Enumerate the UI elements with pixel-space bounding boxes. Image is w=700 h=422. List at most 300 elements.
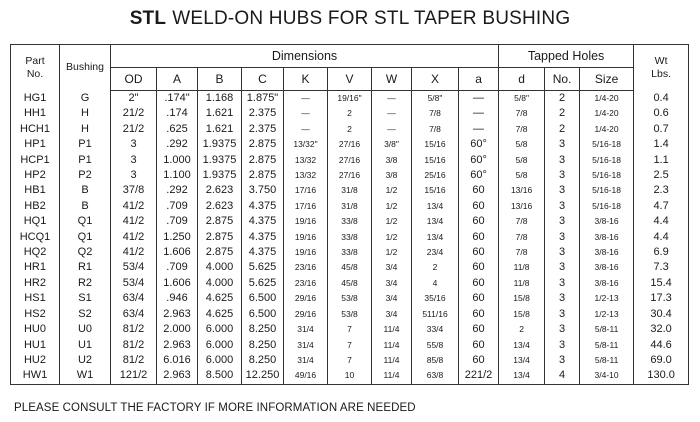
table-cell: Q1 xyxy=(60,230,111,245)
table-cell: 19/16 xyxy=(284,230,328,245)
table-cell: 3 xyxy=(111,153,157,168)
table-cell: 2.375 xyxy=(242,106,284,121)
table-cell: HCP1 xyxy=(11,153,60,168)
table-cell: — xyxy=(459,91,499,107)
table-cell: 19/16 xyxy=(284,245,328,260)
table-cell: 4 xyxy=(545,368,580,384)
table-cell: 45/8 xyxy=(328,260,372,275)
table-cell: HS1 xyxy=(11,291,60,306)
table-cell: 81/2 xyxy=(111,338,157,353)
table-cell: 5.625 xyxy=(242,276,284,291)
table-cell: 13/4 xyxy=(499,353,545,368)
table-cell: 7/8 xyxy=(499,122,545,137)
table-cell: 13/32 xyxy=(284,153,328,168)
table-cell: HU1 xyxy=(11,338,60,353)
table-cell: HCH1 xyxy=(11,122,60,137)
table-cell: 2 xyxy=(545,106,580,121)
table-cell: 3 xyxy=(545,291,580,306)
table-cell: 3 xyxy=(545,214,580,229)
table-cell: 221/2 xyxy=(459,368,499,384)
column-header: No. xyxy=(545,68,580,91)
table-cell: 2 xyxy=(545,122,580,137)
table-cell: 11/4 xyxy=(372,338,412,353)
weight-header xyxy=(634,45,689,91)
table-cell: 3 xyxy=(545,153,580,168)
table-cell: HS2 xyxy=(11,307,60,322)
table-cell: 1/2 xyxy=(372,214,412,229)
table-cell: 130.0 xyxy=(634,368,689,384)
table-cell: 21/2 xyxy=(111,122,157,137)
table-cell: 11/4 xyxy=(372,353,412,368)
table-cell: 5/8 xyxy=(499,137,545,152)
table-cell: 2 xyxy=(545,91,580,107)
table-cell: 3 xyxy=(545,245,580,260)
column-header: W xyxy=(372,68,412,91)
table-cell: 4.375 xyxy=(242,230,284,245)
weight-header-line2: Lbs. xyxy=(651,67,672,80)
table-cell: — xyxy=(372,91,412,107)
table-cell: 5/16-18 xyxy=(580,137,634,152)
table-cell: 1.100 xyxy=(157,168,198,183)
table-cell: 60 xyxy=(459,322,499,337)
table-cell: 15/8 xyxy=(499,291,545,306)
table-cell: 3/8 xyxy=(372,153,412,168)
table-cell: 11/8 xyxy=(499,260,545,275)
table-cell: 2.875 xyxy=(198,245,242,260)
table-cell: 13/4 xyxy=(412,199,459,214)
table-cell: 53/4 xyxy=(111,260,157,275)
table-cell: 3 xyxy=(545,260,580,275)
table-cell: 31/8 xyxy=(328,199,372,214)
dimensions-header: Dimensions xyxy=(111,45,499,68)
table-cell: 4.4 xyxy=(634,230,689,245)
table-cell: 5/16-18 xyxy=(580,183,634,198)
table-cell: 33/8 xyxy=(328,214,372,229)
table-cell: HQ2 xyxy=(11,245,60,260)
table-cell: HB2 xyxy=(11,199,60,214)
table-cell: 5/8 xyxy=(499,168,545,183)
table-cell: 3/8-16 xyxy=(580,276,634,291)
table-cell: U1 xyxy=(60,338,111,353)
table-cell: 3 xyxy=(545,137,580,152)
table-cell: 11/4 xyxy=(372,368,412,384)
table-cell: 5/16-18 xyxy=(580,168,634,183)
table-cell: 6.9 xyxy=(634,245,689,260)
table-cell: 0.7 xyxy=(634,122,689,137)
table-cell: 17.3 xyxy=(634,291,689,306)
table-cell: P1 xyxy=(60,153,111,168)
table-cell: R2 xyxy=(60,276,111,291)
table-cell: .709 xyxy=(157,199,198,214)
table-cell: 5.625 xyxy=(242,260,284,275)
part-no-header xyxy=(11,45,60,91)
table-cell: 3/8-16 xyxy=(580,214,634,229)
table-cell: 19/16 xyxy=(284,214,328,229)
table-cell: 1/4-20 xyxy=(580,106,634,121)
table-cell: 2 xyxy=(499,322,545,337)
table-cell: 1.168 xyxy=(198,91,242,107)
table-cell: 2.623 xyxy=(198,183,242,198)
title-text: WELD-ON HUBS FOR STL TAPER BUSHING xyxy=(172,8,571,29)
table-cell: 121/2 xyxy=(111,368,157,384)
table-row xyxy=(11,230,689,245)
table-cell: 3/8-16 xyxy=(580,230,634,245)
table-cell: 21/2 xyxy=(111,106,157,121)
table-cell: 8.250 xyxy=(242,322,284,337)
table-cell: 27/16 xyxy=(328,153,372,168)
table-cell: 1.9375 xyxy=(198,153,242,168)
table-cell: 41/2 xyxy=(111,245,157,260)
table-row xyxy=(11,168,689,183)
table-cell: 4.000 xyxy=(198,260,242,275)
table-cell: 8.250 xyxy=(242,338,284,353)
table-cell: 3 xyxy=(545,230,580,245)
table-cell: 13/32" xyxy=(284,137,328,152)
footer-note: PLEASE CONSULT THE FACTORY IF MORE INFORMATION ARE NEEDED xyxy=(14,402,416,414)
table-cell: — xyxy=(284,91,328,107)
table-cell: 25/16 xyxy=(412,168,459,183)
table-cell: .174 xyxy=(157,106,198,121)
table-cell: 6.000 xyxy=(198,338,242,353)
table-cell: 3.750 xyxy=(242,183,284,198)
table-cell: 53/8 xyxy=(328,307,372,322)
table-cell: 5/8-11 xyxy=(580,322,634,337)
table-cell: 1.606 xyxy=(157,245,198,260)
table-cell: 0.6 xyxy=(634,106,689,121)
table-cell: 4.7 xyxy=(634,199,689,214)
table-cell: 60 xyxy=(459,260,499,275)
table-cell: 7.3 xyxy=(634,260,689,275)
table-cell: 1/2-13 xyxy=(580,307,634,322)
table-cell: Q2 xyxy=(60,245,111,260)
table-cell: 2.875 xyxy=(198,230,242,245)
table-cell: 35/16 xyxy=(412,291,459,306)
brand-name: STL xyxy=(129,8,167,29)
table-cell: 6.500 xyxy=(242,307,284,322)
table-cell: 15/8 xyxy=(499,307,545,322)
table-cell: 7/8 xyxy=(499,106,545,121)
table-cell: 7 xyxy=(328,353,372,368)
table-cell: 1.606 xyxy=(157,276,198,291)
table-cell: 15.4 xyxy=(634,276,689,291)
table-cell: 27/16 xyxy=(328,137,372,152)
table-cell: 5/16-18 xyxy=(580,153,634,168)
table-cell: — xyxy=(284,122,328,137)
bushing-header: Bushing xyxy=(60,45,111,91)
column-header: d xyxy=(499,68,545,91)
column-header: A xyxy=(157,68,198,91)
table-cell: .292 xyxy=(157,183,198,198)
table-cell: 6.000 xyxy=(198,322,242,337)
table-cell: 13/4 xyxy=(412,214,459,229)
table-cell: 1/2-13 xyxy=(580,291,634,306)
table-cell: 511/16 xyxy=(412,307,459,322)
table-cell: 31/8 xyxy=(328,183,372,198)
table-cell: 4.4 xyxy=(634,214,689,229)
table-cell: 3 xyxy=(545,307,580,322)
table-cell: 4 xyxy=(412,276,459,291)
table-cell: HU0 xyxy=(11,322,60,337)
table-cell: .946 xyxy=(157,291,198,306)
table-cell: 2 xyxy=(328,122,372,137)
table-cell: B xyxy=(60,199,111,214)
table-cell: 60° xyxy=(459,137,499,152)
table-row xyxy=(11,137,689,152)
table-cell: 7/8 xyxy=(499,214,545,229)
table-cell: 31/4 xyxy=(284,322,328,337)
column-header: Size xyxy=(580,68,634,91)
table-row xyxy=(11,322,689,337)
table-cell: 13/16 xyxy=(499,199,545,214)
table-cell: 2.963 xyxy=(157,368,198,384)
table-cell: 4.375 xyxy=(242,245,284,260)
table-cell: .625 xyxy=(157,122,198,137)
table-cell: HP2 xyxy=(11,168,60,183)
table-cell: HG1 xyxy=(11,91,60,107)
table-cell: 2.875 xyxy=(242,153,284,168)
table-cell: 5/8 xyxy=(499,153,545,168)
table-cell: 3 xyxy=(545,183,580,198)
column-header: OD xyxy=(111,68,157,91)
tapped-holes-header: Tapped Holes xyxy=(499,45,634,68)
table-cell: 63/4 xyxy=(111,291,157,306)
table-cell: U2 xyxy=(60,353,111,368)
table-cell: HR2 xyxy=(11,276,60,291)
table-cell: 7/8 xyxy=(412,122,459,137)
table-cell: 69.0 xyxy=(634,353,689,368)
table-cell: HCQ1 xyxy=(11,230,60,245)
table-cell: 3/8 xyxy=(372,168,412,183)
table-cell: 6.500 xyxy=(242,291,284,306)
table-cell: 44.6 xyxy=(634,338,689,353)
table-row xyxy=(11,91,689,107)
table-cell: 60 xyxy=(459,183,499,198)
table-cell: 3 xyxy=(111,137,157,152)
table-cell: 15/16 xyxy=(412,153,459,168)
table-cell: HQ1 xyxy=(11,214,60,229)
table-cell: 63/4 xyxy=(111,307,157,322)
table-cell: 37/8 xyxy=(111,183,157,198)
table-cell: 41/2 xyxy=(111,199,157,214)
table-cell: 31/4 xyxy=(284,338,328,353)
table-cell: 41/2 xyxy=(111,230,157,245)
table-cell: 5/16-18 xyxy=(580,199,634,214)
table-cell: 1.4 xyxy=(634,137,689,152)
table-cell: S1 xyxy=(60,291,111,306)
table-cell: 7/8 xyxy=(499,245,545,260)
table-cell: 45/8 xyxy=(328,276,372,291)
table-cell: 2.875 xyxy=(198,214,242,229)
table-row xyxy=(11,260,689,275)
table-cell: 60 xyxy=(459,353,499,368)
table-cell: — xyxy=(372,106,412,121)
table-cell: 15/16 xyxy=(412,137,459,152)
table-cell: 3 xyxy=(545,353,580,368)
table-cell: .292 xyxy=(157,137,198,152)
table-cell: 55/8 xyxy=(412,338,459,353)
table-cell: 3/4-10 xyxy=(580,368,634,384)
table-row xyxy=(11,368,689,384)
table-row xyxy=(11,353,689,368)
table-cell: 4.375 xyxy=(242,199,284,214)
table-cell: 60° xyxy=(459,153,499,168)
table-cell: 3 xyxy=(545,199,580,214)
table-cell: 13/4 xyxy=(499,338,545,353)
table-row xyxy=(11,307,689,322)
table-cell: HW1 xyxy=(11,368,60,384)
table-cell: 53/4 xyxy=(111,276,157,291)
table-cell: 5/8-11 xyxy=(580,353,634,368)
table-cell: 3/8-16 xyxy=(580,245,634,260)
table-cell: 7 xyxy=(328,338,372,353)
table-row xyxy=(11,291,689,306)
table-cell: 53/8 xyxy=(328,291,372,306)
hub-dimensions-table xyxy=(10,44,689,385)
table-cell: 13/16 xyxy=(499,183,545,198)
table-cell: Q1 xyxy=(60,214,111,229)
table-cell: 32.0 xyxy=(634,322,689,337)
table-cell: 3 xyxy=(545,168,580,183)
table-cell: HR1 xyxy=(11,260,60,275)
table-cell: 2.875 xyxy=(242,137,284,152)
table-row xyxy=(11,106,689,121)
table-row xyxy=(11,122,689,137)
table-cell: 60 xyxy=(459,214,499,229)
table-cell: 27/16 xyxy=(328,168,372,183)
table-cell: 3/4 xyxy=(372,291,412,306)
table-cell: 2.623 xyxy=(198,199,242,214)
table-cell: 10 xyxy=(328,368,372,384)
table-cell: 7/8 xyxy=(412,106,459,121)
table-cell: 1/2 xyxy=(372,199,412,214)
table-cell: R1 xyxy=(60,260,111,275)
table-row xyxy=(11,214,689,229)
table-cell: 2.375 xyxy=(242,122,284,137)
table-cell: 29/16 xyxy=(284,291,328,306)
table-cell: 3/8" xyxy=(372,137,412,152)
table-cell: 3 xyxy=(545,338,580,353)
table-cell: — xyxy=(372,122,412,137)
table-cell: 8.250 xyxy=(242,353,284,368)
table-cell: 17/16 xyxy=(284,183,328,198)
table-cell: 7/8 xyxy=(499,230,545,245)
table-cell: 2.963 xyxy=(157,338,198,353)
weight-header-line1: Wt xyxy=(654,54,668,67)
table-cell: .709 xyxy=(157,260,198,275)
table-cell: P2 xyxy=(60,168,111,183)
table-cell: 2.3 xyxy=(634,183,689,198)
table-cell: 2 xyxy=(412,260,459,275)
table-cell: 6.000 xyxy=(198,353,242,368)
table-row xyxy=(11,153,689,168)
table-cell: 85/8 xyxy=(412,353,459,368)
table-cell: 12.250 xyxy=(242,368,284,384)
table-cell: 4.625 xyxy=(198,307,242,322)
part-header-line1: Part xyxy=(25,54,45,67)
column-header: a xyxy=(459,68,499,91)
table-cell: G xyxy=(60,91,111,107)
table-cell: 49/16 xyxy=(284,368,328,384)
column-header: V xyxy=(328,68,372,91)
table-row xyxy=(11,276,689,291)
table-cell: 3 xyxy=(545,276,580,291)
page-title xyxy=(0,8,700,30)
table-cell: 33/8 xyxy=(328,245,372,260)
table-cell: 33/4 xyxy=(412,322,459,337)
table-row xyxy=(11,245,689,260)
table-cell: 1.000 xyxy=(157,153,198,168)
table-cell: 4.625 xyxy=(198,291,242,306)
table-cell: 1/2 xyxy=(372,245,412,260)
table-cell: B xyxy=(60,183,111,198)
table-row xyxy=(11,199,689,214)
table-cell: 4.375 xyxy=(242,214,284,229)
table-cell: 33/8 xyxy=(328,230,372,245)
table-cell: 1.621 xyxy=(198,122,242,137)
table-cell: 23/4 xyxy=(412,245,459,260)
table-row xyxy=(11,338,689,353)
table-cell: 30.4 xyxy=(634,307,689,322)
table-cell: 81/2 xyxy=(111,322,157,337)
column-header: K xyxy=(284,68,328,91)
table-cell: 13/32 xyxy=(284,168,328,183)
table-cell: H xyxy=(60,122,111,137)
table-cell: 60 xyxy=(459,291,499,306)
table-cell: 60 xyxy=(459,199,499,214)
table-cell: 1/4-20 xyxy=(580,91,634,107)
table-cell: 0.4 xyxy=(634,91,689,107)
table-cell: 7 xyxy=(328,322,372,337)
table-cell: 60 xyxy=(459,230,499,245)
table-cell: 3/4 xyxy=(372,276,412,291)
table-cell: 1.9375 xyxy=(198,168,242,183)
table-cell: 1.250 xyxy=(157,230,198,245)
table-cell: 3/4 xyxy=(372,307,412,322)
table-cell: 1/2 xyxy=(372,230,412,245)
column-header: C xyxy=(242,68,284,91)
table-cell: 5/8-11 xyxy=(580,338,634,353)
table-cell: 1/2 xyxy=(372,183,412,198)
table-cell: 8.500 xyxy=(198,368,242,384)
table-cell: 60 xyxy=(459,245,499,260)
table-cell: 3 xyxy=(111,168,157,183)
table-cell: 3 xyxy=(545,322,580,337)
table-cell: 29/16 xyxy=(284,307,328,322)
table-cell: 1.1 xyxy=(634,153,689,168)
table-cell: 1.621 xyxy=(198,106,242,121)
table-cell: 41/2 xyxy=(111,214,157,229)
table-cell: S2 xyxy=(60,307,111,322)
table-cell: HP1 xyxy=(11,137,60,152)
table-cell: 13/4 xyxy=(412,230,459,245)
table-cell: H xyxy=(60,106,111,121)
table-cell: 15/16 xyxy=(412,183,459,198)
table-cell: 2 xyxy=(328,106,372,121)
table-cell: — xyxy=(459,122,499,137)
table-cell: 17/16 xyxy=(284,199,328,214)
table-cell: 2" xyxy=(111,91,157,107)
table-cell: 31/4 xyxy=(284,353,328,368)
table-row xyxy=(11,183,689,198)
table-cell: 19/16" xyxy=(328,91,372,107)
table-cell: 60 xyxy=(459,307,499,322)
table-cell: HB1 xyxy=(11,183,60,198)
table-cell: 5/8" xyxy=(499,91,545,107)
table-cell: 11/4 xyxy=(372,322,412,337)
table-cell: 1/4-20 xyxy=(580,122,634,137)
table-cell: 1.9375 xyxy=(198,137,242,152)
table-cell: — xyxy=(284,106,328,121)
